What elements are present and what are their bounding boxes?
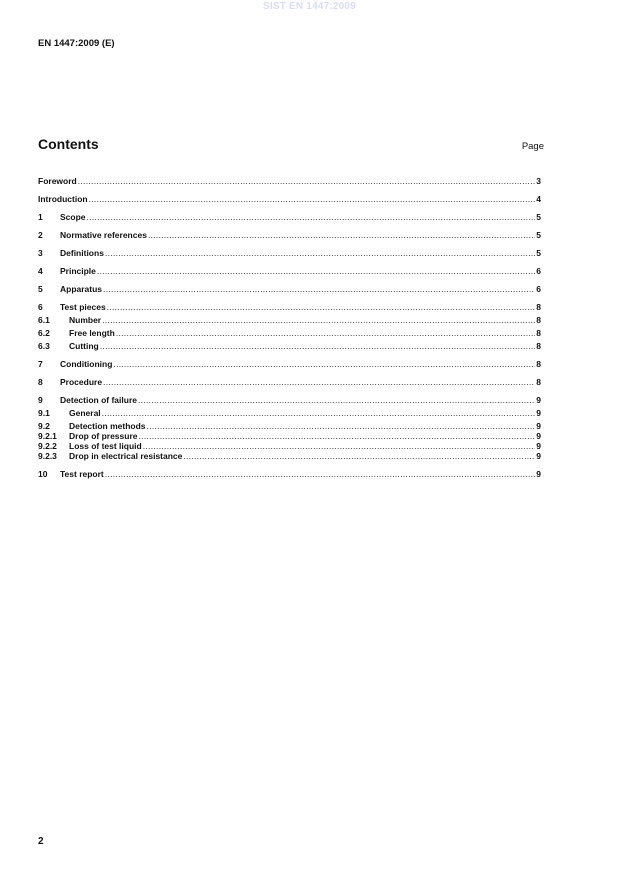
- toc-entry[interactable]: [38, 421, 541, 431]
- toc-entry-number: 6: [38, 302, 43, 312]
- toc-entry-title: Introduction: [38, 194, 88, 204]
- toc-entry-number: 3: [38, 248, 43, 258]
- toc-entry-number: 6.2: [38, 328, 50, 338]
- toc-entry-number: 6.1: [38, 315, 50, 325]
- toc-entry[interactable]: [38, 377, 541, 387]
- toc-entry-title: Conditioning: [60, 359, 113, 369]
- toc-entry-page: 9: [536, 451, 541, 461]
- toc-dot-leader: [89, 194, 536, 204]
- toc-entry-page: 8: [536, 315, 541, 325]
- toc-entry[interactable]: [38, 230, 541, 240]
- toc-dot-leader: [113, 359, 535, 369]
- toc-dot-leader: [78, 176, 536, 186]
- toc-entry-number: 10: [38, 469, 48, 479]
- toc-entry-title: Foreword: [38, 176, 77, 186]
- toc-entry-page: 9: [536, 469, 541, 479]
- toc-entry-title: Test report: [60, 469, 104, 479]
- toc-entry[interactable]: [38, 315, 541, 325]
- toc-entry-title: Apparatus: [60, 284, 103, 294]
- toc-entry-title: Scope: [60, 212, 86, 222]
- toc-entry-number: 9.1: [38, 408, 50, 418]
- toc-dot-leader: [148, 230, 535, 240]
- toc-entry-title: General: [69, 408, 101, 418]
- toc-dot-leader: [138, 395, 535, 405]
- toc-dot-leader: [143, 441, 536, 451]
- toc-dot-leader: [116, 328, 535, 338]
- toc-dot-leader: [102, 315, 535, 325]
- toc-entry-page: 4: [536, 194, 541, 204]
- toc-entry-page: 9: [536, 408, 541, 418]
- toc-entry-title: Detection methods: [69, 421, 146, 431]
- toc-entry-page: 9: [536, 431, 541, 441]
- toc-entry-title: Procedure: [60, 377, 103, 387]
- toc-entry[interactable]: [38, 302, 541, 312]
- toc-entry[interactable]: [38, 395, 541, 405]
- toc-entry-page: 5: [536, 248, 541, 258]
- toc-entry[interactable]: [38, 431, 541, 441]
- toc-entry-title: Loss of test liquid: [69, 441, 142, 451]
- toc-entry-page: 5: [536, 230, 541, 240]
- toc-entry-title: Free length: [69, 328, 115, 338]
- toc-dot-leader: [139, 431, 536, 441]
- page-number: 2: [38, 836, 44, 847]
- toc-entry-number: 8: [38, 377, 43, 387]
- toc-entry-number: 5: [38, 284, 43, 294]
- toc-entry-title: Drop of pressure: [69, 431, 138, 441]
- toc-entry-page: 9: [536, 421, 541, 431]
- toc-entry[interactable]: [38, 469, 541, 479]
- toc-dot-leader: [103, 284, 535, 294]
- toc-entry-title: Cutting: [69, 341, 99, 351]
- toc-entry-page: 8: [536, 328, 541, 338]
- toc-entry-number: 4: [38, 266, 43, 276]
- toc-entry-title: Drop in electrical resistance: [69, 451, 183, 461]
- toc-dot-leader: [87, 212, 536, 222]
- toc-dot-leader: [100, 341, 536, 351]
- watermark-text: SIST EN 1447:2009: [263, 1, 356, 12]
- toc-entry-page: 9: [536, 395, 541, 405]
- toc-entry-number: 6.3: [38, 341, 50, 351]
- table-of-contents: [38, 176, 541, 479]
- toc-entry[interactable]: [38, 341, 541, 351]
- toc-dot-leader: [107, 302, 536, 312]
- toc-entry-number: 2: [38, 230, 43, 240]
- toc-entry-title: Test pieces: [60, 302, 106, 312]
- toc-entry-page: 8: [536, 341, 541, 351]
- toc-entry-number: 9.2: [38, 421, 50, 431]
- toc-entry-page: 6: [536, 284, 541, 294]
- toc-entry-page: 3: [536, 176, 541, 186]
- toc-dot-leader: [97, 266, 535, 276]
- toc-entry[interactable]: [38, 284, 541, 294]
- toc-entry-page: 9: [536, 441, 541, 451]
- toc-entry[interactable]: [38, 212, 541, 222]
- toc-entry-page: 8: [536, 377, 541, 387]
- toc-entry[interactable]: [38, 359, 541, 369]
- toc-entry-title: Definitions: [60, 248, 104, 258]
- toc-entry-page: 6: [536, 266, 541, 276]
- toc-entry-number: 1: [38, 212, 43, 222]
- toc-entry-page: 8: [536, 359, 541, 369]
- toc-dot-leader: [105, 248, 535, 258]
- toc-entry[interactable]: [38, 194, 541, 204]
- toc-entry[interactable]: [38, 248, 541, 258]
- toc-entry-title: Principle: [60, 266, 96, 276]
- toc-entry-number: 9.2.1: [38, 431, 57, 441]
- toc-dot-leader: [183, 451, 535, 461]
- toc-entry[interactable]: [38, 408, 541, 418]
- toc-entry-number: 9.2.3: [38, 451, 57, 461]
- toc-entry-title: Number: [69, 315, 102, 325]
- contents-heading: Contents: [38, 136, 99, 152]
- toc-entry[interactable]: [38, 176, 541, 186]
- toc-dot-leader: [147, 421, 536, 431]
- toc-entry[interactable]: [38, 328, 541, 338]
- toc-entry-number: 9: [38, 395, 43, 405]
- toc-dot-leader: [105, 469, 535, 479]
- document-id: EN 1447:2009 (E): [38, 38, 115, 49]
- toc-entry[interactable]: [38, 441, 541, 451]
- toc-entry-number: 9.2.2: [38, 441, 57, 451]
- page-column-label: Page: [521, 141, 544, 152]
- toc-entry-page: 5: [536, 212, 541, 222]
- toc-dot-leader: [102, 408, 536, 418]
- toc-entry[interactable]: [38, 451, 541, 461]
- toc-dot-leader: [103, 377, 535, 387]
- toc-entry-page: 8: [536, 302, 541, 312]
- toc-entry-title: Detection of failure: [60, 395, 137, 405]
- toc-entry-number: 7: [38, 359, 43, 369]
- toc-entry[interactable]: [38, 266, 541, 276]
- toc-entry-title: Normative references: [60, 230, 147, 240]
